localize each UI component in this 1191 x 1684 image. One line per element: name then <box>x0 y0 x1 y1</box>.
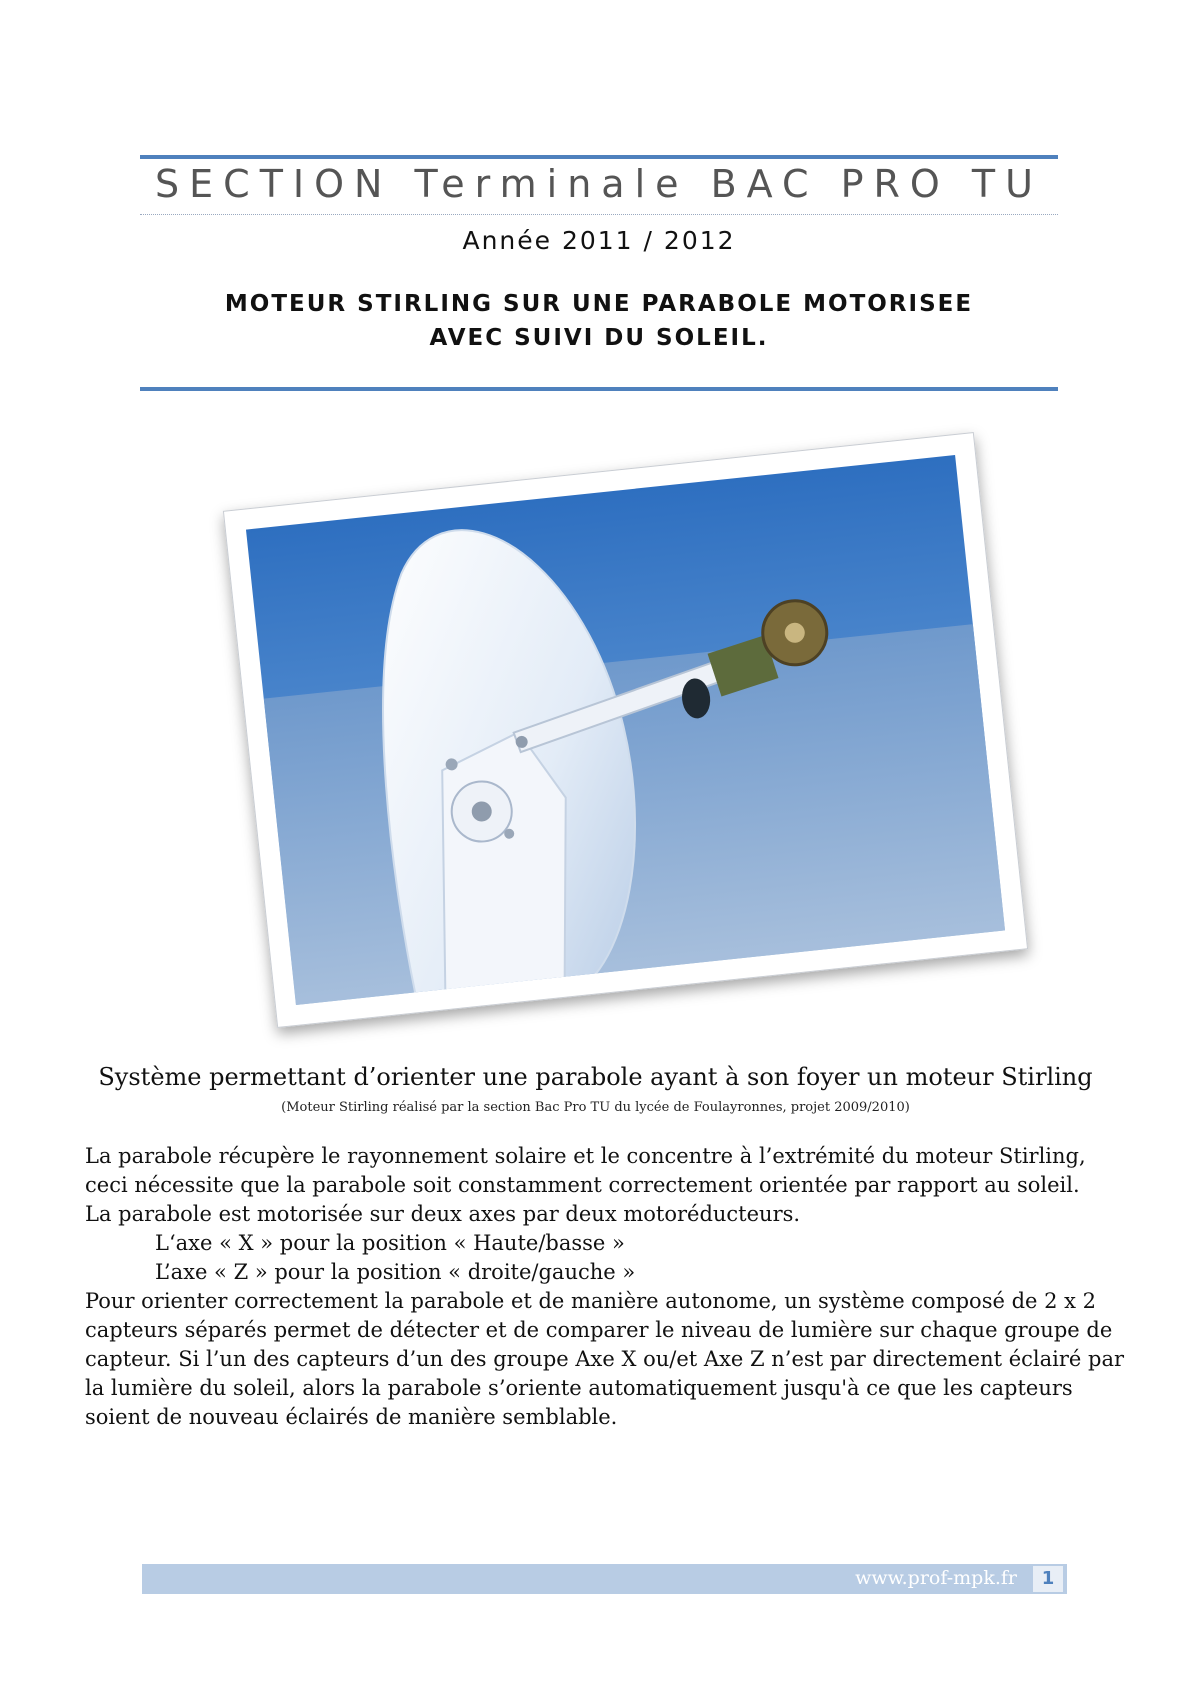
parabola-render <box>246 455 1005 1005</box>
school-year: Année 2011 / 2012 <box>462 226 736 255</box>
parabola-drawing <box>246 455 1005 1005</box>
footer-bar <box>142 1564 1067 1594</box>
axis-z-line: L’axe « Z » pour la position « droite/gauche » <box>155 1260 636 1284</box>
parabola-photo <box>223 432 1028 1028</box>
axis-x-line: L‘axe « X » pour la position « Haute/basse » <box>155 1231 625 1255</box>
paragraph-3: Pour orienter correctement la parabole et de manière autonome, un système composé de 2 x 2 capteurs séparés permet de détecter et de comparer le niveau de lumière sur chaque groupe de capteur. Si l’un des capteurs d’un des groupe Axe X ou/et Axe Z n’est par directement éclairé par la lumière du soleil, alors la parabole s’oriente automatiquement jusqu'à ce que les capteurs soient de nouveau éclairés de manière semblable. <box>85 1289 1124 1429</box>
body-text <box>85 1142 1125 1432</box>
figure-caption: Système permettant d’orienter une parabole ayant à son foyer un moteur Stirling <box>98 1063 1093 1091</box>
subtitle-line-2: AVEC SUIVI DU SOLEIL. <box>429 325 769 351</box>
paragraph-2: La parabole est motorisée sur deux axes par deux motoréducteurs. <box>85 1202 801 1226</box>
paragraph-1: La parabole récupère le rayonnement solaire et le concentre à l’extrémité du moteur Stirling, ceci nécessite que la parabole soit constamment correctement orientée par rapport au soleil. <box>85 1144 1086 1197</box>
header-top-rule <box>140 155 1058 159</box>
page-number: 1 <box>1033 1566 1063 1592</box>
footer-url[interactable]: www.prof-mpk.fr <box>855 1567 1017 1589</box>
figure-caption-note: (Moteur Stirling réalisé par la section Bac Pro TU du lycée de Foulayronnes, projet 2009/2010) <box>281 1100 910 1115</box>
photo-frame <box>223 432 1028 1028</box>
subtitle-line-1: MOTEUR STIRLING SUR UNE PARABOLE MOTORISEE <box>224 291 974 317</box>
header-bottom-rule <box>140 387 1058 391</box>
section-title: SECTION Terminale BAC PRO TU <box>155 162 1043 206</box>
header-dotted-divider <box>140 214 1058 215</box>
